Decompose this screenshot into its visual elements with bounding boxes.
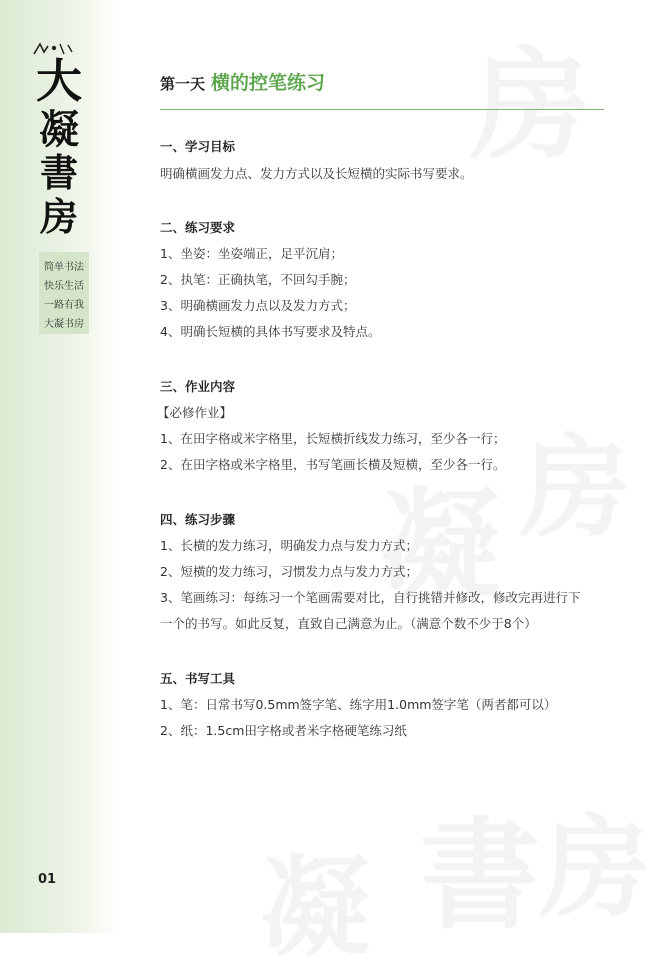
section-line: 2、在田字格或米字格里，书写笔画长横及短横，至少各一行。 bbox=[160, 457, 506, 472]
section-heading-homework: 三、作业内容 bbox=[160, 379, 236, 394]
logo-char: 大 bbox=[36, 54, 82, 108]
watermark-char bbox=[540, 780, 650, 938]
slogan-line: 快乐生活 bbox=[44, 281, 84, 292]
section-line: 4、明确长短横的具体书写要求及特点。 bbox=[160, 324, 381, 339]
title-day: 第一天 bbox=[160, 75, 206, 93]
title-divider bbox=[160, 109, 604, 110]
slogan-line: 大凝书房 bbox=[44, 319, 84, 330]
section-line: 1、在田字格或米字格里，长短横折线发力练习，至少各一行； bbox=[160, 431, 506, 446]
section-line: 1、长横的发力练习，明确发力点与发力方式； bbox=[160, 538, 418, 553]
section-line: 1、坐姿：坐姿端正，足平沉肩； bbox=[160, 246, 343, 261]
section-heading-steps: 四、练习步骤 bbox=[160, 512, 236, 527]
logo-char: 房 bbox=[39, 194, 78, 239]
section-line: 2、执笔：正确执笔，不回勾手腕； bbox=[160, 272, 356, 287]
section-line: 1、笔：日常书写0.5mm签字笔、练字用1.0mm签字笔（两者都可以） bbox=[160, 697, 557, 712]
section-line: 【必修作业】 bbox=[157, 405, 233, 420]
section-heading-goal: 一、学习目标 bbox=[160, 139, 236, 154]
section-line: 3、笔画练习：每练习一个笔画需要对比，自行挑错并修改，修改完再进行下 bbox=[160, 590, 581, 605]
slogan-box bbox=[39, 252, 89, 334]
logo-char: 凝 bbox=[39, 106, 79, 153]
section-line: 3、明确横画发力点以及发力方式； bbox=[160, 298, 356, 313]
page-number: 01 bbox=[38, 872, 57, 887]
section-line: 2、纸：1.5cm田字格或者米字格硬笔练习纸 bbox=[160, 723, 407, 738]
slogan-line: 一路有我 bbox=[44, 300, 84, 311]
section-heading-requirements: 二、练习要求 bbox=[160, 220, 236, 235]
page-title bbox=[160, 68, 325, 95]
section-line: 2、短横的发力练习，习惯发力点与发力方式； bbox=[160, 564, 418, 579]
section-line: 一个的书写。如此反复，直致自己满意为止。（满意个数不少于8个） bbox=[160, 616, 537, 631]
watermark-char bbox=[520, 400, 630, 558]
title-main: 横的控笔练习 bbox=[211, 72, 326, 94]
watermark-char bbox=[260, 820, 370, 978]
section-line: 明确横画发力点、发力方式以及长短横的实际书写要求。 bbox=[160, 166, 473, 181]
slogan-line: 简单书法 bbox=[44, 262, 84, 273]
logo-char: 書 bbox=[39, 150, 78, 195]
section-heading-tools: 五、书写工具 bbox=[160, 671, 236, 686]
watermark-char bbox=[420, 780, 540, 952]
watermark-char bbox=[470, 10, 590, 182]
brand-logo bbox=[28, 40, 90, 239]
